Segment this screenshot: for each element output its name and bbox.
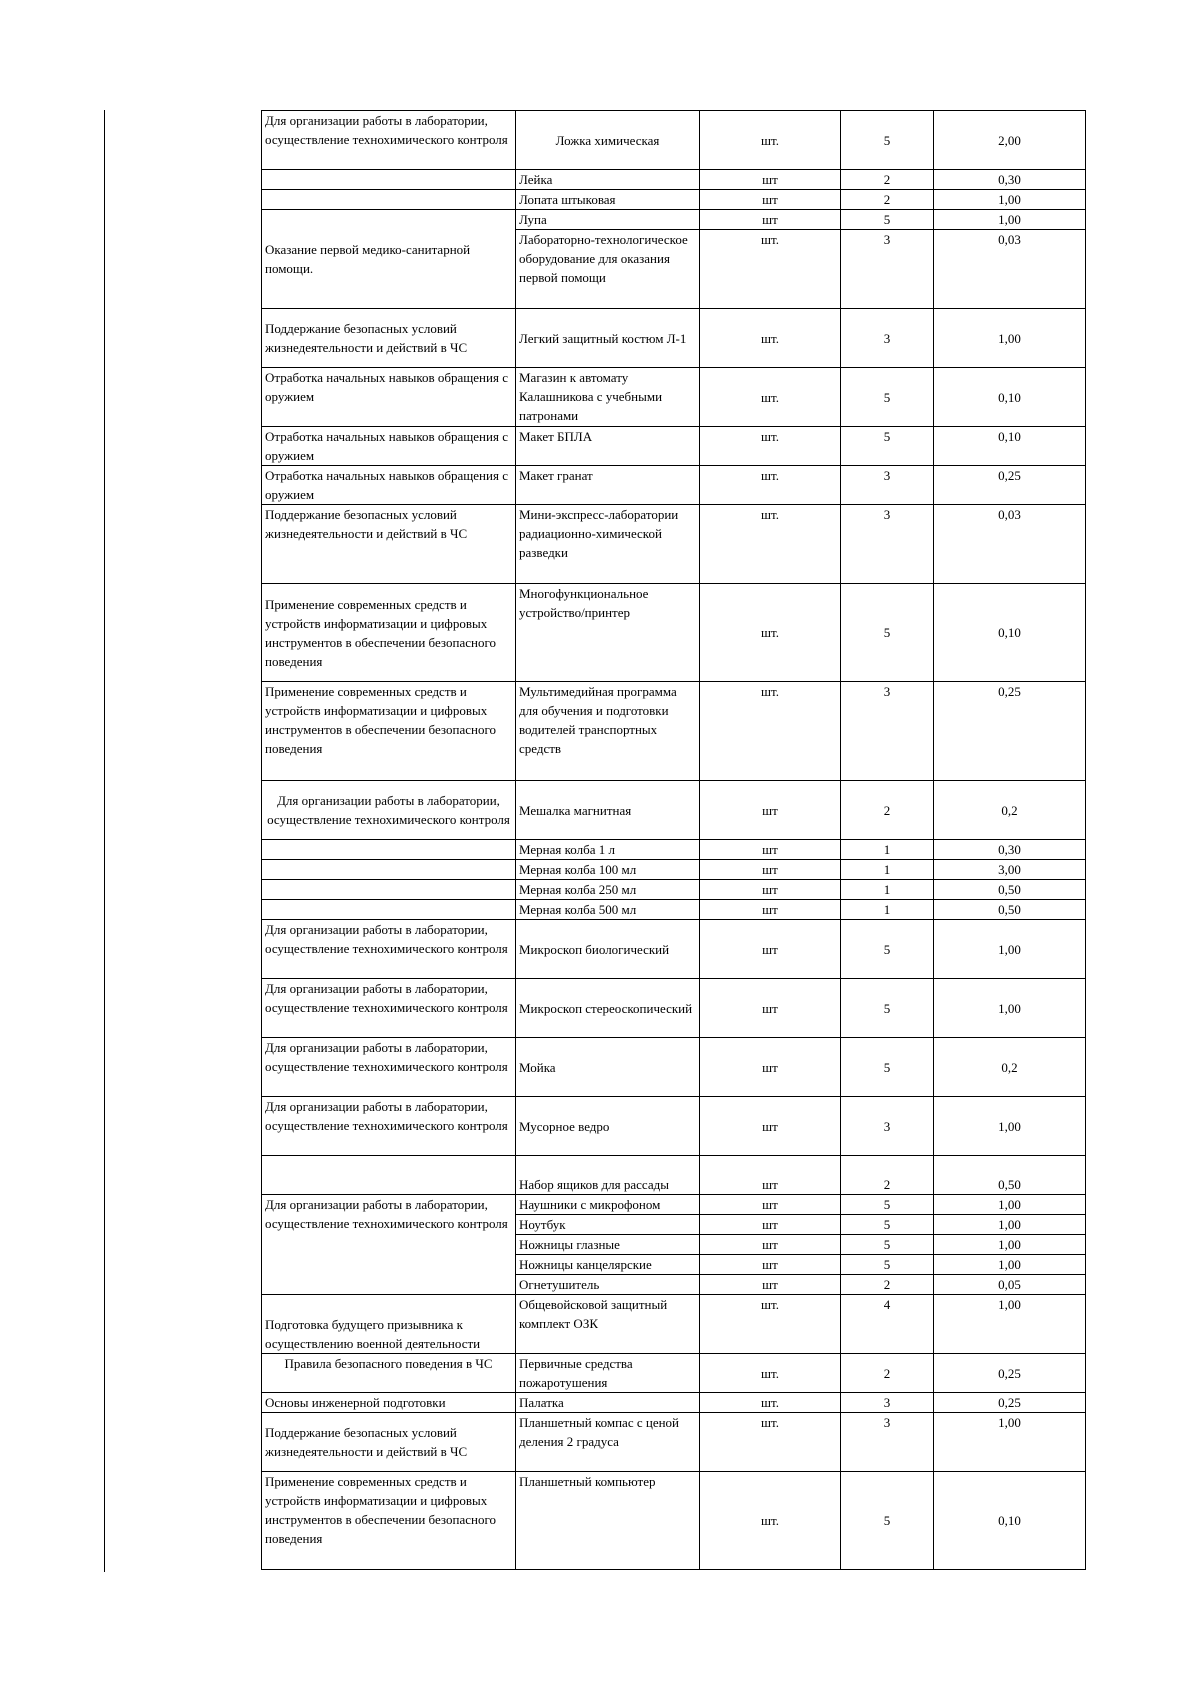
value-cell: 0,10 bbox=[934, 1472, 1086, 1570]
value-cell: 0,50 bbox=[934, 880, 1086, 900]
value-cell: 0,25 bbox=[934, 1354, 1086, 1393]
purpose-cell: Поддержание безопасных условий жизнедеятельности и действий в ЧС bbox=[262, 505, 516, 584]
table-row bbox=[262, 979, 1086, 1038]
unit-cell: шт. bbox=[700, 230, 841, 309]
item-name-cell: Планшетный компас с ценой деления 2 градуса bbox=[516, 1413, 700, 1472]
unit-cell: шт. bbox=[700, 1295, 841, 1354]
table-row bbox=[262, 309, 1086, 368]
value-cell: 0,25 bbox=[934, 466, 1086, 505]
value-cell: 3,00 bbox=[934, 860, 1086, 880]
value-cell: 0,50 bbox=[934, 1156, 1086, 1195]
quantity-cell: 5 bbox=[841, 1215, 934, 1235]
value-cell: 0,30 bbox=[934, 840, 1086, 860]
value-cell: 0,03 bbox=[934, 230, 1086, 309]
purpose-cell: Правила безопасного поведения в ЧС bbox=[262, 1354, 516, 1393]
table-row bbox=[262, 170, 1086, 190]
purpose-cell: Применение современных средств и устройств информатизации и цифровых инструментов в обеспечении безопасного поведения bbox=[262, 682, 516, 781]
quantity-cell: 5 bbox=[841, 368, 934, 427]
unit-cell: шт bbox=[700, 1255, 841, 1275]
purpose-cell: Для организации работы в лаборатории, осуществление технохимического контроля bbox=[262, 920, 516, 979]
table-row bbox=[262, 840, 1086, 860]
item-name-cell: Набор ящиков для рассады bbox=[516, 1156, 700, 1195]
item-name-cell: Макет БПЛА bbox=[516, 427, 700, 466]
item-name-cell: Огнетушитель bbox=[516, 1275, 700, 1295]
purpose-cell: Для организации работы в лаборатории, осуществление технохимического контроля bbox=[262, 1097, 516, 1156]
table-row bbox=[262, 1156, 1086, 1195]
purpose-cell: Для организации работы в лаборатории, осуществление технохимического контроля bbox=[262, 979, 516, 1038]
value-cell: 1,00 bbox=[934, 1097, 1086, 1156]
unit-cell: шт. bbox=[700, 1354, 841, 1393]
table-row bbox=[262, 781, 1086, 840]
item-name-cell: Мойка bbox=[516, 1038, 700, 1097]
unit-cell: шт bbox=[700, 900, 841, 920]
value-cell: 2,00 bbox=[934, 111, 1086, 170]
value-cell: 0,30 bbox=[934, 170, 1086, 190]
table-row bbox=[262, 1413, 1086, 1472]
quantity-cell: 2 bbox=[841, 1354, 934, 1393]
unit-cell: шт bbox=[700, 190, 841, 210]
item-name-cell: Мерная колба 1 л bbox=[516, 840, 700, 860]
unit-cell: шт. bbox=[700, 682, 841, 781]
table-row bbox=[262, 920, 1086, 979]
purpose-cell: Для организации работы в лаборатории, осуществление технохимического контроля bbox=[262, 781, 516, 840]
unit-cell: шт bbox=[700, 840, 841, 860]
unit-cell: шт bbox=[700, 210, 841, 230]
quantity-cell: 3 bbox=[841, 1097, 934, 1156]
table-row bbox=[262, 1295, 1086, 1354]
purpose-cell: Отработка начальных навыков обращения с оружием bbox=[262, 368, 516, 427]
table-row bbox=[262, 1393, 1086, 1413]
value-cell: 0,03 bbox=[934, 505, 1086, 584]
table-row bbox=[262, 900, 1086, 920]
unit-cell: шт. bbox=[700, 1393, 841, 1413]
item-name-cell: Наушники с микрофоном bbox=[516, 1195, 700, 1215]
quantity-cell: 3 bbox=[841, 1393, 934, 1413]
unit-cell: шт. bbox=[700, 584, 841, 682]
item-name-cell: Палатка bbox=[516, 1393, 700, 1413]
purpose-cell bbox=[262, 900, 516, 920]
quantity-cell: 3 bbox=[841, 230, 934, 309]
value-cell: 0,10 bbox=[934, 584, 1086, 682]
item-name-cell: Лопата штыковая bbox=[516, 190, 700, 210]
quantity-cell: 5 bbox=[841, 210, 934, 230]
quantity-cell: 4 bbox=[841, 1295, 934, 1354]
quantity-cell: 5 bbox=[841, 1255, 934, 1275]
item-name-cell: Макет гранат bbox=[516, 466, 700, 505]
item-name-cell: Планшетный компьютер bbox=[516, 1472, 700, 1570]
value-cell: 1,00 bbox=[934, 1255, 1086, 1275]
unit-cell: шт bbox=[700, 1038, 841, 1097]
purpose-cell bbox=[262, 840, 516, 860]
purpose-cell: Для организации работы в лаборатории, осуществление технохимического контроля bbox=[262, 1195, 516, 1295]
item-name-cell: Мультимедийная программа для обучения и подготовки водителей транспортных средств bbox=[516, 682, 700, 781]
equipment-table bbox=[261, 110, 1086, 1570]
purpose-cell: Для организации работы в лаборатории, осуществление технохимического контроля bbox=[262, 1038, 516, 1097]
purpose-cell: Поддержание безопасных условий жизнедеятельности и действий в ЧС bbox=[262, 1413, 516, 1472]
unit-cell: шт bbox=[700, 1195, 841, 1215]
table-row bbox=[262, 1038, 1086, 1097]
table-row bbox=[262, 466, 1086, 505]
table-row bbox=[262, 427, 1086, 466]
quantity-cell: 5 bbox=[841, 1472, 934, 1570]
item-name-cell: Лупа bbox=[516, 210, 700, 230]
quantity-cell: 2 bbox=[841, 1275, 934, 1295]
item-name-cell: Мусорное ведро bbox=[516, 1097, 700, 1156]
unit-cell: шт bbox=[700, 920, 841, 979]
item-name-cell: Мешалка магнитная bbox=[516, 781, 700, 840]
unit-cell: шт bbox=[700, 1097, 841, 1156]
quantity-cell: 5 bbox=[841, 584, 934, 682]
unit-cell: шт. bbox=[700, 1413, 841, 1472]
unit-cell: шт bbox=[700, 1156, 841, 1195]
item-name-cell: Многофункциональное устройство/принтер bbox=[516, 584, 700, 682]
value-cell: 1,00 bbox=[934, 1195, 1086, 1215]
quantity-cell: 2 bbox=[841, 190, 934, 210]
quantity-cell: 2 bbox=[841, 781, 934, 840]
quantity-cell: 2 bbox=[841, 1156, 934, 1195]
quantity-cell: 5 bbox=[841, 1038, 934, 1097]
item-name-cell: Мерная колба 100 мл bbox=[516, 860, 700, 880]
quantity-cell: 1 bbox=[841, 900, 934, 920]
table-row bbox=[262, 584, 1086, 682]
table-row bbox=[262, 1097, 1086, 1156]
value-cell: 0,25 bbox=[934, 682, 1086, 781]
quantity-cell: 5 bbox=[841, 111, 934, 170]
table-row bbox=[262, 682, 1086, 781]
value-cell: 1,00 bbox=[934, 920, 1086, 979]
purpose-cell: Оказание первой медико-санитарной помощи. bbox=[262, 210, 516, 309]
quantity-cell: 3 bbox=[841, 309, 934, 368]
value-cell: 1,00 bbox=[934, 1413, 1086, 1472]
item-name-cell: Лейка bbox=[516, 170, 700, 190]
value-cell: 0,10 bbox=[934, 427, 1086, 466]
purpose-cell bbox=[262, 170, 516, 190]
unit-cell: шт bbox=[700, 1235, 841, 1255]
value-cell: 1,00 bbox=[934, 309, 1086, 368]
unit-cell: шт. bbox=[700, 309, 841, 368]
value-cell: 0,05 bbox=[934, 1275, 1086, 1295]
value-cell: 0,2 bbox=[934, 1038, 1086, 1097]
item-name-cell: Ножницы глазные bbox=[516, 1235, 700, 1255]
table-row bbox=[262, 1472, 1086, 1570]
item-name-cell: Микроскоп стереоскопический bbox=[516, 979, 700, 1038]
table-row bbox=[262, 368, 1086, 427]
quantity-cell: 3 bbox=[841, 466, 934, 505]
value-cell: 1,00 bbox=[934, 1235, 1086, 1255]
value-cell: 1,00 bbox=[934, 190, 1086, 210]
page-margin-line bbox=[104, 110, 105, 1572]
table-row bbox=[262, 1195, 1086, 1215]
item-name-cell: Мерная колба 500 мл bbox=[516, 900, 700, 920]
table-row bbox=[262, 880, 1086, 900]
value-cell: 1,00 bbox=[934, 1295, 1086, 1354]
unit-cell: шт bbox=[700, 1275, 841, 1295]
unit-cell: шт. bbox=[700, 1472, 841, 1570]
purpose-cell: Отработка начальных навыков обращения с оружием bbox=[262, 427, 516, 466]
quantity-cell: 1 bbox=[841, 860, 934, 880]
item-name-cell: Ножницы канцелярские bbox=[516, 1255, 700, 1275]
item-name-cell: Легкий защитный костюм Л-1 bbox=[516, 309, 700, 368]
purpose-cell bbox=[262, 190, 516, 210]
item-name-cell: Мерная колба 250 мл bbox=[516, 880, 700, 900]
unit-cell: шт. bbox=[700, 427, 841, 466]
purpose-cell bbox=[262, 880, 516, 900]
item-name-cell: Лабораторно-технологическое оборудование для оказания первой помощи bbox=[516, 230, 700, 309]
unit-cell: шт. bbox=[700, 368, 841, 427]
purpose-cell: Для организации работы в лаборатории, осуществление технохимического контроля bbox=[262, 111, 516, 170]
item-name-cell: Микроскоп биологический bbox=[516, 920, 700, 979]
item-name-cell: Первичные средства пожаротушения bbox=[516, 1354, 700, 1393]
purpose-cell bbox=[262, 860, 516, 880]
purpose-cell: Применение современных средств и устройств информатизации и цифровых инструментов в обеспечении безопасного поведения bbox=[262, 584, 516, 682]
item-name-cell: Магазин к автомату Калашникова с учебными патронами bbox=[516, 368, 700, 427]
quantity-cell: 1 bbox=[841, 880, 934, 900]
unit-cell: шт. bbox=[700, 505, 841, 584]
quantity-cell: 2 bbox=[841, 170, 934, 190]
quantity-cell: 3 bbox=[841, 1413, 934, 1472]
purpose-cell bbox=[262, 1156, 516, 1195]
value-cell: 0,50 bbox=[934, 900, 1086, 920]
quantity-cell: 5 bbox=[841, 920, 934, 979]
unit-cell: шт bbox=[700, 979, 841, 1038]
table-row bbox=[262, 190, 1086, 210]
purpose-cell: Поддержание безопасных условий жизнедеятельности и действий в ЧС bbox=[262, 309, 516, 368]
value-cell: 0,25 bbox=[934, 1393, 1086, 1413]
quantity-cell: 3 bbox=[841, 682, 934, 781]
purpose-cell: Подготовка будущего призывника к осуществлению военной деятельности bbox=[262, 1295, 516, 1354]
purpose-cell: Применение современных средств и устройств информатизации и цифровых инструментов в обеспечении безопасного поведения bbox=[262, 1472, 516, 1570]
item-name-cell: Ноутбук bbox=[516, 1215, 700, 1235]
table-row bbox=[262, 860, 1086, 880]
unit-cell: шт. bbox=[700, 111, 841, 170]
table-row bbox=[262, 1354, 1086, 1393]
value-cell: 1,00 bbox=[934, 210, 1086, 230]
table-row bbox=[262, 505, 1086, 584]
unit-cell: шт. bbox=[700, 466, 841, 505]
value-cell: 0,10 bbox=[934, 368, 1086, 427]
item-name-cell: Ложка химическая bbox=[516, 111, 700, 170]
value-cell: 1,00 bbox=[934, 979, 1086, 1038]
quantity-cell: 5 bbox=[841, 427, 934, 466]
unit-cell: шт bbox=[700, 880, 841, 900]
quantity-cell: 5 bbox=[841, 1235, 934, 1255]
purpose-cell: Основы инженерной подготовки bbox=[262, 1393, 516, 1413]
quantity-cell: 5 bbox=[841, 979, 934, 1038]
unit-cell: шт bbox=[700, 860, 841, 880]
unit-cell: шт bbox=[700, 781, 841, 840]
value-cell: 0,2 bbox=[934, 781, 1086, 840]
unit-cell: шт bbox=[700, 1215, 841, 1235]
purpose-cell: Отработка начальных навыков обращения с оружием bbox=[262, 466, 516, 505]
item-name-cell: Общевойсковой защитный комплект ОЗК bbox=[516, 1295, 700, 1354]
quantity-cell: 3 bbox=[841, 505, 934, 584]
quantity-cell: 5 bbox=[841, 1195, 934, 1215]
quantity-cell: 1 bbox=[841, 840, 934, 860]
table-row bbox=[262, 111, 1086, 170]
value-cell: 1,00 bbox=[934, 1215, 1086, 1235]
table-row bbox=[262, 210, 1086, 230]
item-name-cell: Мини-экспресс-лаборатории радиационно-химической разведки bbox=[516, 505, 700, 584]
unit-cell: шт bbox=[700, 170, 841, 190]
